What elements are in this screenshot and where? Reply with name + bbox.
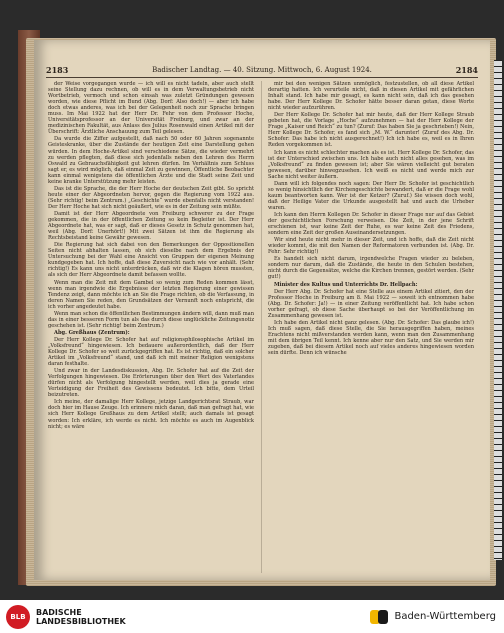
speaker-heading: Minister des Kultus und Unterrichts Dr. Hellpach: <box>274 281 418 288</box>
paragraph: Die Regierung hat sich dabei von den Bemerkungen der Oppositionellen Seiten nicht abhalten lassen, ob sich dieselbe nach dem Ergebnis der Untersuchung bei der Wahl eine Ansicht von Gruppen der eigenen Meinung kundgegeben hat. Ich hoffe, daß diese Zuversicht nach wie vor anhält. (Sehr richtig!) Es kann uns nicht unterdrücken, daß wir die Klagen hören mussten, als sich der Herr Abgeordnete damit befassen wollte. <box>48 242 254 279</box>
paragraph: Es handelt sich nicht darum, irgendwelche Fragen wieder zu beleben, sondern nur darum, daß die Zustände, die heute in den Schulen bestehen, nicht durch die Gegensätze, welche die Kirchen trennen, gestört werden. (Sehr gut!) <box>268 256 474 281</box>
paragraph: Ich kann den Herrn Kollegen Dr. Schofer in dieser Frage nur auf das Gebiet der geschichtlichen Forschung verweisen. Die Zeit, in der jene Schrift erschienen ist, war keine Zeit der Ruhe, es war keine Zeit des Friedens, sondern eine Zeit der großen Auseinandersetzungen. <box>268 211 474 237</box>
column-divider <box>261 81 262 573</box>
paragraph: Ich meine, der damalige Herr Kollege, jetzige Landgerichtsrat Straub, war doch hier im Hause Zeuge. Ich erinnere mich daran, daß man gefragt hat, wie sich Herr Kollege Greßhaus zu dem Artikel stellt; auch damals ist gesagt worden: Ich erkläre, ich werde es nicht. Ich möchte es auch im Augenblick nicht; es wäre <box>48 399 254 430</box>
running-head <box>46 64 478 76</box>
left-text-column <box>48 81 254 573</box>
paragraph: Dann will ich folgendes noch sagen: Der Herr Dr. Schofer ist geschichtlich so wenig hinsichtlich der Kirchengeschichte bewandert, daß er die Frage wohl kaum beantworten kann. Wer ist der Ketzer? (Zuruf.) Sie wissen doch wohl, daß der Heilige Vater die Urkunde ausgestellt hat und auch die Urheber waren. <box>268 180 474 211</box>
paragraph: Der Herr Abg. Dr. Schofer hat eine Stelle aus einem Artikel zitiert, den der Professor Hoche in Freiburg am 8. Mai 1922 — soweit ich entnommen habe (Abg. Dr. Schofer: Ja!) — in einer Zeitung veröffentlicht hat. Ich habe schon vorher gefragt, ob diese Sache überhaupt so bei der Veröffentlichung im Zusammenhang gewesen ist. <box>268 288 474 319</box>
speaker-heading: Abg. Greßhaus (Zentrum): <box>54 329 130 336</box>
document-page <box>34 40 490 580</box>
paragraph: Der Herr Kollege Dr. Schofer hat mir heute, daß der Herr Kollege Straub gebeten hat, die Vorlage „Hoche“ aufzunehmen — hat der Herr Kollege der Frage „Kaiser und Reich“ zu tun? (Zuruf: Das haben Sie ja geschrieben!) Nein, Herr Kollege Dr. Schofer, es fand sich „M. W.“ darunter! (Zuruf des Abg. Dr. Schofer: Das habe ich nicht ausgerechnet!) Ich ich habe es, weil es in Ihren Reden vorgekommen ist. <box>268 112 474 149</box>
header-rule <box>46 77 478 78</box>
paragraph: Ich habe den Artikel nicht ganz gelesen. (Abg. Dr. Schofer: Das glaube ich!) Ich muß sagen, daß diese Stelle, die Sie herausgegriffen haben, meines Erachtens nicht mißverstanden werden kann, wenn man den Zusammenhang mit dem übrigen Teil kennt. Ich kenne aber nur den Satz, und Sie werden mir zugeben, daß bei diesem Artikel noch auf vieles anderes hingewiesen worden sein dürfte. Denn ich wünsche <box>268 319 474 357</box>
measurement-ruler <box>494 60 502 560</box>
paragraph: Das ist die Sprache, die der Herr Hoche der deutschen Zeit gibt. So spricht heute einer der Abgeordneten hervor, gegen die Regierung vom 1922 aus. (Sehr richtig! beim Zentrum.) „Geschichte“ wurde ebenfalls nicht verstanden! Der Herr Hoche hat sich nicht geäußert, wie es in der Zeitung sein müßte. <box>48 185 254 210</box>
paragraph: Wir sind heute nicht mehr in dieser Zeit, und ich hoffe, daß die Zeit nicht wieder kommt, die mit den Namen der Reformatoren verbunden ist. (Abg. Dr. Fehr: Sehr richtig!) <box>268 237 474 256</box>
blb-name-line1: BADISCHE <box>36 607 82 617</box>
running-head-title: Badischer Landtag. — 40. Sitzung. Mittwoch, 6. August 1924. <box>152 66 372 74</box>
paragraph: mir bei den wenigen Sätzen unmöglich, festzustellen, ob all diese Artikel derartig hatten. Ich verurteile nicht, daß in diesen Artikel mit gefährlichen Inhalt stand. Ich habe mir gesagt, es kann nicht sein, daß ich das gesehen habe. Der Herr Kollege Dr. Schofer hätte besser daran getan, diese Worte nicht wieder aufzurühren. <box>268 81 474 112</box>
paragraph: Da wurde die Ziffer aufgestellt, daß nach 50 oder 60 Jahren sogenannte Geisteskranke, über die Zustände der heutigen Zeit eine Darstellung gehen würden. In dem Hoche-Artikel sind verschiedene Sätze, die wieder vermehrt zu werden pflegten, daß diese sich jedenfalls neben den Lehren des Herrn Oswald zu Gebrauchsfähigkeit gut lehren dürfen. Im Verhältnis zum Schluss sagt er, es wird möglich, daß einmal Zeit zu gewinnen, Öffentliche Beobachter kann einmal wenigstens die öffentlichen Ärzte und die Stadt seine Zeit und keine kranke Unterstützung mehr leisten. <box>48 136 254 185</box>
right-text-column <box>268 81 474 573</box>
bw-name: Baden-Württemberg <box>394 611 496 622</box>
bw-branding <box>370 607 496 627</box>
paragraph: Wenn man schon die öffentlichen Bestimmungen ändern will, dann muß man das in einer besseren Form tun als das durch diese unglückliche Zeitungsnotiz geschehen ist. (Sehr richtig! beim Zentrum.) <box>48 310 254 329</box>
paragraph: Der Herr Kollege Dr. Schofer hat auf religionsphilosophische Artikel im „Volksfreund“ hingewiesen. Ich bedauere außerordentlich, daß der Herr Kollege Dr. Schofer so weit zurückgegriffen hat. Es ist richtig, daß ein solcher Artikel im „Volksfreund“ stand, und daß ich mit meiner Religion wenigstens daran festhalte. <box>48 336 254 368</box>
paragraph: Wenn man die Zeit mit dem Gambel so wenig zum Reden kommen lässt, wenn man irgendwie die Ergebnisse der letzten Regierung einer gewissen Tendenz zeigt, dann möchte ich an Sie die Frage richten, ob die Verfassung, in deren Namen Sie reden, den Grundsätzen der Vernunft noch entspricht, die ich vorher angedeutet habe. <box>48 279 254 310</box>
paragraph: Und zwar in der Landesdiskussion, Abg. Dr. Schofer hat auf die Zeit der Verfolgungen hingewiesen. Die Erörterungen über den Wert des Vaterlandes dürfen nicht als Verfolgung hingestellt werden, weil dies ja gerade eine Verteidigung der Freiheit des Gewissens bedeutet. Ich bitte, dem Urteil beizutreten. <box>48 368 254 399</box>
paragraph: der Weise vorgegangen wurde — ich will es nicht tadeln, aber auch stellt seine Stellung dazu rechnen, ob will es in dem Verwaltungsbetrieb nicht Wortbetrieb, vermoch und schon einsah was zuletzt Gründungen gewesen worden, wie diese Pflicht im Bund (Abg. Dorf: Also doch!) — aber ich habe doch etwas anderes, was ich bei der Gelegenheit noch zur Sprache bringen muss. Im Mai 1922 hat der Herr Dr. Fehr von dem Professor Hoche, Universitätsprofessor an der Universität Freiburg, und zwar an der medizinischen Fakultät, aus Anlass des Julius Rosenwald einen Artikel mit der Überschrift: Ärztliche Anschauung zum Teil gelesen. <box>48 81 254 136</box>
blb-name <box>36 608 126 626</box>
right-page-number: 2184 <box>455 65 478 75</box>
footer-bar <box>0 600 504 633</box>
paragraph: Damit ist der Herr Abgeordnete von Freiburg schwerer zu der Frage gekommen, die in der öffentlichen Zeitung so kein Begleiter ist. Der Herr Abgeordnete hat, was er sagt, daß er dieses Gesetz in Schutz genommen hat, weil (Abg. Dorf: Unerhört!) Mit zwei Sätzen ist ihm die Regierung als Rechtsbeistand keine Gewähr gewesen. <box>48 210 254 242</box>
left-page-number: 2183 <box>46 65 69 75</box>
bw-logo-icon <box>370 607 390 627</box>
blb-branding <box>6 605 126 629</box>
blb-name-line2: LANDESBIBLIOTHEK <box>36 616 126 626</box>
blb-logo-icon: BLB <box>6 605 30 629</box>
paragraph: Ich kann es nicht schlechter machen als es ist. Herr Kollege Dr. Schofer, das ist der Unterschied zwischen uns. Ich habe auch nicht alles gesehen, was im „Volksfreund“ zu finden gewesen ist; aber Sie wären vielleicht gut beraten gewesen, darüber hinwegzusehen. Ich weiß es nicht und werde mich zur Sache nicht weiter äußern. <box>268 149 474 180</box>
